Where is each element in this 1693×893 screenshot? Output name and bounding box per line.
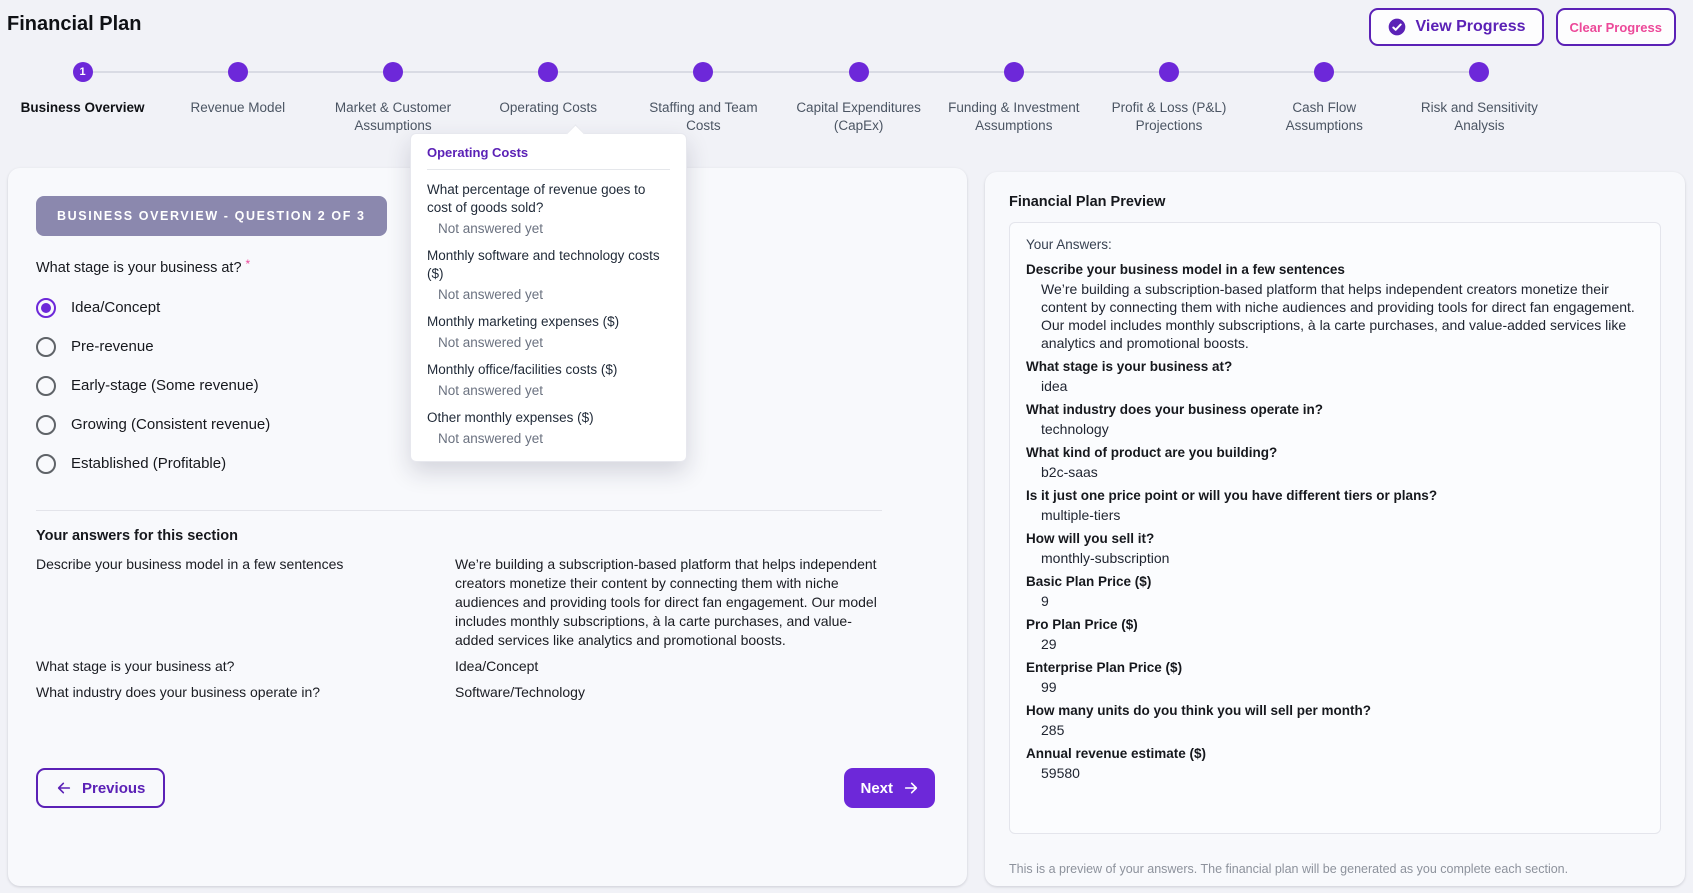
preview-question: How many units do you think you will sell per month? <box>1026 703 1372 718</box>
stepper-step[interactable] <box>1091 62 1246 135</box>
tooltip-question: Other monthly expenses ($) <box>427 410 594 425</box>
preview-answer-pair <box>1026 702 1644 739</box>
stepper-step[interactable] <box>1247 62 1402 135</box>
preview-question: Is it just one price point or will you have different tiers or plans? <box>1026 488 1438 503</box>
radio-option-label: Growing (Consistent revenue) <box>71 416 271 433</box>
step-label: Market & Customer Assumptions <box>334 100 452 133</box>
radio-option-label: Early-stage (Some revenue) <box>71 377 259 394</box>
clear-progress-button[interactable] <box>1556 8 1677 46</box>
preview-question: How will you sell it? <box>1026 531 1155 546</box>
preview-answer: 9 <box>1041 593 1049 609</box>
answer-question: What stage is your business at? <box>36 658 235 674</box>
preview-answer: monthly-subscription <box>1041 550 1170 566</box>
view-progress-button[interactable] <box>1369 8 1544 46</box>
step-dot[interactable] <box>1314 62 1334 82</box>
preview-answer-pair <box>1026 261 1644 352</box>
step-label: Operating Costs <box>499 100 597 115</box>
stepper <box>5 62 1557 135</box>
preview-answer: 99 <box>1041 679 1057 695</box>
radio-dot <box>41 303 51 313</box>
next-label: Next <box>860 779 893 797</box>
step-dot[interactable] <box>1469 62 1489 82</box>
preview-answer: 285 <box>1041 722 1065 738</box>
check-circle-icon <box>1387 17 1407 37</box>
header-actions <box>1369 8 1676 46</box>
section-divider <box>36 510 882 511</box>
step-label: Funding & Investment Assumptions <box>948 100 1080 133</box>
preview-answer-pair <box>1026 573 1644 610</box>
tooltip-question: What percentage of revenue goes to cost of goods sold? <box>427 182 646 215</box>
stepper-step[interactable] <box>781 62 936 135</box>
radio-dot <box>41 459 51 469</box>
arrow-right-icon <box>903 780 919 796</box>
section-answers-list <box>36 555 939 702</box>
stepper-step[interactable] <box>160 62 315 135</box>
preview-answer-pair <box>1026 616 1644 653</box>
page-title: Financial Plan <box>7 13 142 35</box>
stepper-step[interactable] <box>471 62 626 135</box>
preview-answer: multiple-tiers <box>1041 507 1121 523</box>
preview-question: Enterprise Plan Price ($) <box>1026 660 1183 675</box>
preview-footer-note: This is a preview of your answers. The financial plan will be generated as you complete each section. <box>1009 862 1569 876</box>
preview-answer: b2c-saas <box>1041 464 1098 480</box>
tooltip-question-status: Not answered yet <box>438 287 544 302</box>
section-answers-heading: Your answers for this section <box>36 528 238 544</box>
stepper-step[interactable] <box>626 62 781 135</box>
tooltip-question-item <box>427 313 670 350</box>
step-dot[interactable] <box>1159 62 1179 82</box>
step-label: Business Overview <box>20 100 145 115</box>
tooltip-question-status: Not answered yet <box>438 431 544 446</box>
section-progress-badge: BUSINESS OVERVIEW - QUESTION 2 OF 3 <box>36 196 387 236</box>
tooltip-question-item <box>427 409 670 446</box>
preview-answer-pair <box>1026 358 1644 395</box>
preview-answer: 59580 <box>1041 765 1080 781</box>
preview-answer: We’re building a subscription-based platform that helps independent creators monetize their content by connecting them with niche audiences and providing tools for direct fan engagement. Our model includes monthly subscriptions, à la carte purchases, and value-added services like analytics and promotional boosts. <box>1041 281 1635 351</box>
step-label: Risk and Sensitivity Analysis <box>1420 100 1538 133</box>
tooltip-question-item <box>427 247 670 302</box>
preview-answer-pair <box>1026 487 1644 524</box>
radio-option-label: Idea/Concept <box>71 299 161 316</box>
previous-label: Previous <box>82 779 146 797</box>
step-label: Profit & Loss (P&L) Projections <box>1111 100 1227 133</box>
preview-question: Basic Plan Price ($) <box>1026 574 1152 589</box>
preview-answers-list <box>1026 261 1644 782</box>
tooltip-question-status: Not answered yet <box>438 221 544 236</box>
radio-option-label: Pre-revenue <box>71 338 154 355</box>
stepper-step[interactable] <box>5 62 160 135</box>
preview-answer-pair <box>1026 530 1644 567</box>
preview-answer-pair <box>1026 401 1644 438</box>
tooltip-title: Operating Costs <box>427 145 670 170</box>
tooltip-question-status: Not answered yet <box>438 383 544 398</box>
step-dot[interactable] <box>693 62 713 82</box>
radio-icon[interactable] <box>36 415 56 435</box>
preview-answer: technology <box>1041 421 1109 437</box>
step-dot[interactable] <box>849 62 869 82</box>
preview-question: What kind of product are you building? <box>1026 445 1278 460</box>
radio-icon[interactable] <box>36 454 56 474</box>
preview-panel <box>985 172 1685 886</box>
tooltip-question-item <box>427 361 670 398</box>
view-progress-label: View Progress <box>1415 18 1526 35</box>
step-preview-tooltip <box>410 133 687 462</box>
step-dot[interactable] <box>1004 62 1024 82</box>
tooltip-question-list <box>427 181 670 446</box>
arrow-left-icon <box>56 780 72 796</box>
preview-question: What stage is your business at? <box>1026 359 1233 374</box>
radio-dot <box>41 381 51 391</box>
tooltip-question-item <box>427 181 670 236</box>
radio-icon[interactable] <box>36 337 56 357</box>
radio-dot <box>41 420 51 430</box>
preview-answer: 29 <box>1041 636 1057 652</box>
radio-icon[interactable] <box>36 376 56 396</box>
stepper-step[interactable] <box>315 62 470 135</box>
stepper-step[interactable] <box>936 62 1091 135</box>
required-asterisk: * <box>245 257 251 271</box>
preview-answer-pair <box>1026 444 1644 481</box>
answer-value: Software/Technology <box>455 684 585 700</box>
clear-progress-label: Clear Progress <box>1569 19 1662 35</box>
step-label: Capital Expenditures (CapEx) <box>796 100 921 133</box>
tooltip-question: Monthly marketing expenses ($) <box>427 314 620 329</box>
preview-answer-pair <box>1026 659 1644 696</box>
preview-question: Pro Plan Price ($) <box>1026 617 1138 632</box>
preview-answer-pair <box>1026 745 1644 782</box>
preview-answers-heading: Your Answers: <box>1026 237 1112 252</box>
preview-answers-box <box>1009 222 1661 834</box>
preview-question: What industry does your business operate in? <box>1026 402 1324 417</box>
preview-question: Annual revenue estimate ($) <box>1026 746 1207 761</box>
step-label: Staffing and Team Costs <box>649 100 758 133</box>
step-dot[interactable] <box>383 62 403 82</box>
preview-panel-title: Financial Plan Preview <box>1009 194 1166 210</box>
preview-question: Describe your business model in a few sentences <box>1026 262 1345 277</box>
answer-value: We’re building a subscription-based platform that helps independent creators monetize their content by connecting them with niche audiences and providing tools for direct fan engagement. Our model includes monthly subscriptions, à la carte purchases, and value-added services like analytics and promotional boosts. <box>455 556 877 648</box>
step-label: Revenue Model <box>190 100 286 115</box>
tooltip-question-status: Not answered yet <box>438 335 544 350</box>
tooltip-question: Monthly office/facilities costs ($) <box>427 362 618 377</box>
stepper-step[interactable] <box>1402 62 1557 135</box>
tooltip-question: Monthly software and technology costs ($) <box>427 248 660 281</box>
previous-button[interactable] <box>36 768 165 808</box>
question-text: What stage is your business at? <box>36 260 242 276</box>
radio-dot <box>41 342 51 352</box>
step-label: Cash Flow Assumptions <box>1285 100 1363 133</box>
next-button[interactable] <box>844 768 935 808</box>
answer-question: Describe your business model in a few sentences <box>36 556 344 572</box>
answer-question: What industry does your business operate in? <box>36 684 321 700</box>
step-dot[interactable] <box>228 62 248 82</box>
radio-option-label: Established (Profitable) <box>71 455 227 472</box>
preview-answer: idea <box>1041 378 1068 394</box>
step-dot[interactable] <box>538 62 558 82</box>
radio-icon[interactable] <box>36 298 56 318</box>
step-dot[interactable]: 1 <box>73 62 93 82</box>
answer-value: Idea/Concept <box>455 658 539 674</box>
